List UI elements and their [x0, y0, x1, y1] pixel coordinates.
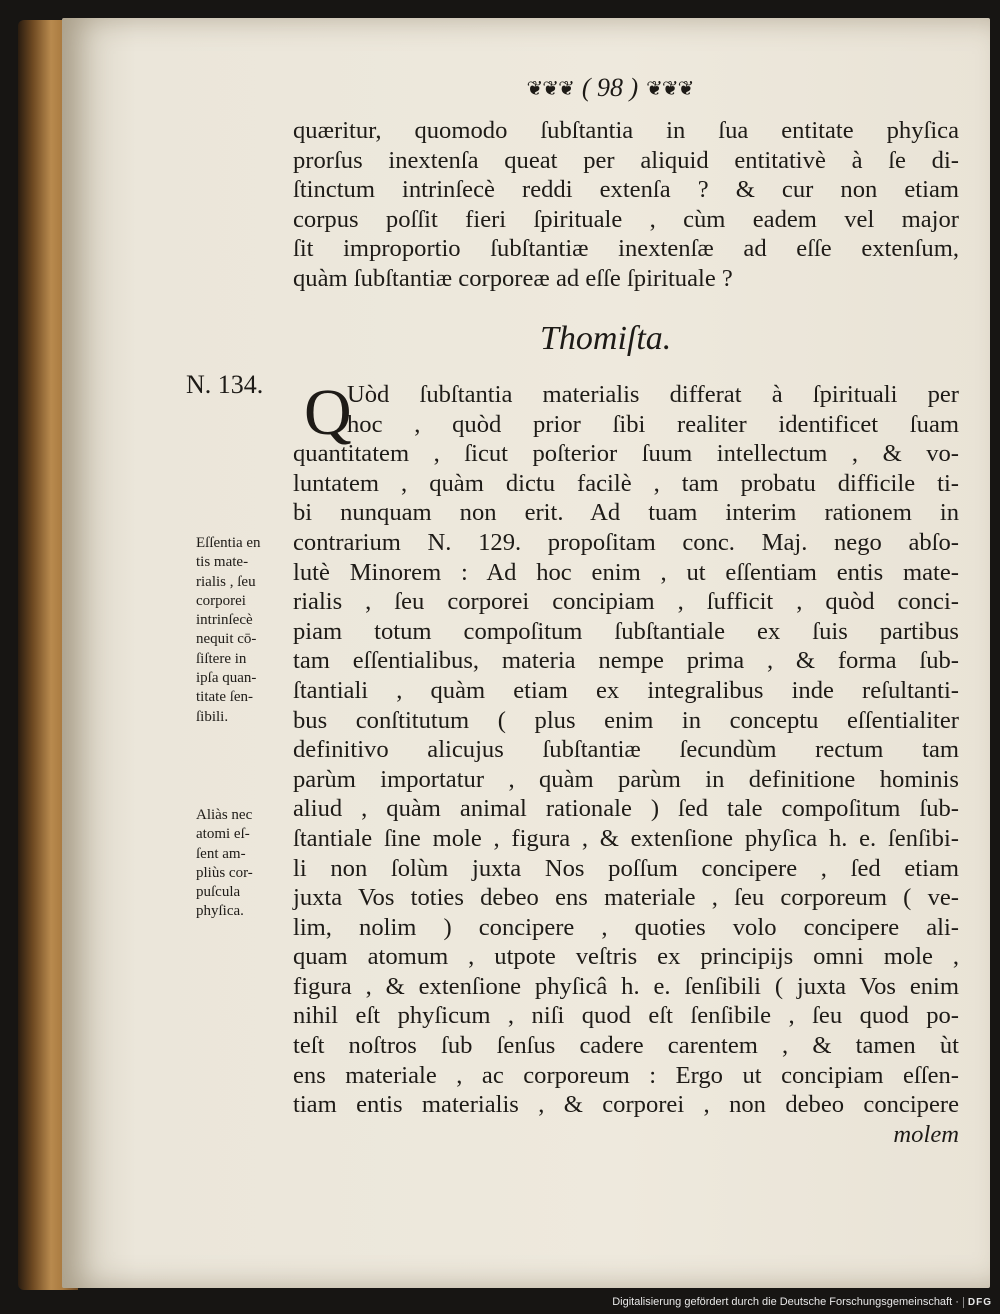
note-line: ſibili. — [196, 708, 229, 725]
text-line: aliud , quàm animal rationale ) ſed tale compoſitum ſub- — [293, 795, 959, 823]
section-heading: Thomiſta. — [540, 320, 672, 357]
ornament-left: ❦❦❦ — [526, 77, 574, 100]
text-line: luntatem , quàm dictu facilè , tam probatu difficile ti- — [293, 469, 959, 497]
note-line: rialis , ſeu — [196, 573, 256, 590]
text-line: ſit improportio ſubſtantiæ inextenſæ ad eſſe extenſum, — [293, 235, 959, 263]
note-line: Aliàs nec — [196, 807, 253, 823]
top-paragraph — [293, 116, 959, 294]
text-line: hoc , quòd prior ſibi realiter identificet ſuam — [347, 410, 959, 438]
text-line: tam eſſentialibus, materia nempe prima , & forma ſub- — [293, 647, 959, 675]
note-line: pliùs cor- — [196, 864, 253, 881]
text-line: juxta Vos toties debeo ens materiale , ſeu corporeum ( ve- — [293, 884, 959, 912]
note-line: atomi eſ- — [196, 826, 250, 843]
text-line: parùm importatur , quàm parùm in definitione hominis — [293, 765, 959, 793]
note-line: corporei — [196, 592, 246, 609]
note-line: phyſica. — [196, 903, 244, 920]
text-line: ſtinctum intrinſecè reddi extenſa ? & cur non etiam — [293, 176, 959, 204]
text-line: ens materiale , ac corporeum : Ergo ut concipiam eſſen- — [293, 1061, 959, 1089]
footer-credit-text: Digitalisierung gefördert durch die Deutsche Forschungsgemeinschaft · — [612, 1296, 959, 1308]
text-line: quam atomum , utpote veſtris ex principijs omni mole , — [293, 943, 959, 971]
text-line: ſtantiale ſine mole , figura , & extenſione phyſica h. e. ſenſibi- — [293, 824, 959, 852]
text-line: li non ſolùm juxta Nos poſſum concipere , ſed etiam — [293, 854, 959, 882]
text-line: rialis , ſeu corporei concipiam , ſufficit , quòd conci- — [293, 588, 959, 616]
catchword: molem — [893, 1120, 959, 1148]
note-line: ipſa quan- — [196, 670, 257, 687]
note-line: nequit cō- — [196, 631, 257, 648]
text-line: corpus poſſit fieri ſpirituale , cùm eadem vel major — [293, 205, 959, 233]
text-line: lim, nolim ) concipere , quoties volo concipere ali- — [293, 913, 959, 941]
page-header — [510, 70, 710, 106]
note-line: intrinſecè — [196, 612, 253, 629]
ornament-right: ❦❦❦ — [646, 77, 694, 100]
drop-capital: Q — [304, 376, 352, 449]
margin-number: N. 134. — [186, 370, 264, 399]
text-line: quæritur, quomodo ſubſtantia in ſua entitate phyſica — [293, 117, 959, 144]
note-line: Eſſentia en — [196, 535, 261, 551]
text-line: teſt noſtros ſub ſenſus cadere carentem , & tamen ùt — [293, 1032, 959, 1060]
note-line: titate ſen- — [196, 689, 254, 706]
text-line: piam totum compoſitum ſubſtantiale ex ſuis partibus — [293, 617, 959, 645]
footer-credit — [612, 1294, 992, 1310]
note-line: tis mate- — [196, 554, 249, 571]
text-line: quàm ſubſtantiæ corporeæ ad eſſe ſpirituale ? — [293, 264, 733, 292]
text-line: contrarium N. 129. propoſitam conc. Maj. nego abſo- — [293, 528, 959, 556]
text-line: Uòd ſubſtantia materialis differat à ſpirituali per — [347, 381, 959, 408]
text-line: quantitatem , ſicut poſterior ſuum intellectum , & vo- — [293, 440, 959, 468]
side-note-atoms — [196, 806, 288, 922]
text-line: tiam entis materialis , & corporei , non debeo concipere — [293, 1091, 959, 1119]
main-paragraph — [293, 376, 959, 1149]
note-line: puſcula — [196, 884, 241, 901]
note-line: ſent am- — [196, 845, 246, 862]
text-line: lutè Minorem : Ad hoc enim , ut eſſentiam entis mate- — [293, 558, 959, 586]
text-line: definitivo alicujus ſubſtantiæ ſecundùm rectum tam — [293, 736, 959, 764]
text-line: ſtantiali , quàm etiam ex integralibus inde reſultanti- — [293, 676, 959, 704]
page-number: ( 98 ) — [581, 73, 639, 102]
dfg-logo: DFG — [963, 1297, 992, 1308]
side-note-essence — [196, 534, 288, 727]
note-line: ſiſtere in — [196, 650, 247, 667]
text-line: prorſus inextenſa queat per aliquid entitativè à ſe di- — [293, 146, 959, 174]
text-line: nihil eſt phyſicum , niſi quod eſt ſenſibile , ſeu quod po- — [293, 1002, 959, 1030]
text-line: bi nunquam non erit. Ad tuam interim rationem in — [293, 499, 959, 527]
text-line: figura , & extenſione phyſicâ h. e. ſenſibili ( juxta Vos enim — [293, 972, 959, 1000]
text-line: bus conſtitutum ( plus enim in conceptu eſſentialiter — [293, 706, 959, 734]
